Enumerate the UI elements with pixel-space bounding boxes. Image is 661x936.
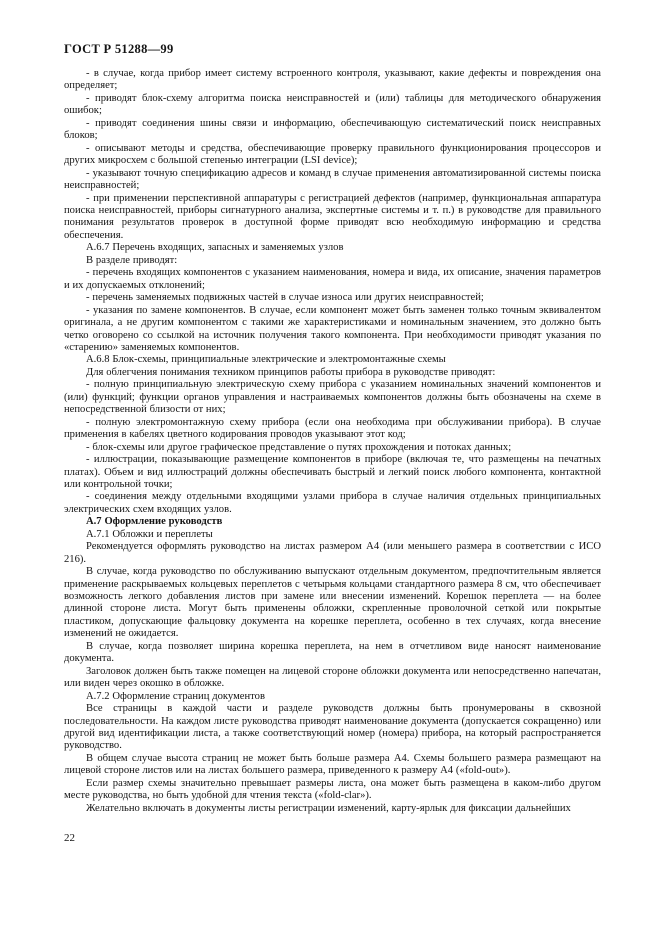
paragraph: В общем случае высота страниц не может быть больше размера А4. Схемы большего размера размещают на лицевой стороне листов или на листах большего размера, приведенного к размеру А4 («fold-out»).	[64, 752, 601, 777]
list-item: - в случае, когда прибор имеет систему встроенного контроля, указывают, какие дефекты и повреждения она определяет;	[64, 68, 601, 92]
section-heading: А.7.2 Оформление страниц документов	[86, 690, 265, 702]
list-item: - иллюстрации, показывающие размещение компонентов в приборе (включая те, что размещены на печатных платах). Объем и вид иллюстраций должны обеспечивать быстрый и легкий поиск любого компонента, контактной или контрольной точки;	[64, 454, 601, 490]
list-item: - при применении перспективной аппаратуры с регистрацией дефектов (например, функциональная аппаратура поиска неисправностей, приборы сигнатурного анализа, экспертные системы и т. п.) в руководстве для правильного понимания результатов проверок в доступной форме приводят всю необходимую информацию и средства обеспечения.	[64, 192, 601, 241]
paragraph: В случае, когда позволяет ширина корешка переплета, на нем в отчетливом виде наносят наименование документа.	[64, 640, 601, 665]
paragraph: В случае, когда руководство по обслуживанию выпускают отдельным документом, предпочтительным является применение раскрываемых кольцевых переплетов с четырьмя кольцами стандартного размера 8 см, что обеспечивает возможность легкого добавления листов при замене или внесении изменений. Корешок переплета — на более длинной стороне листа. Могут быть применены обложки, скрепленные проволочной сеткой или покрытые пластиком, допускающие фальцовку документа на корешке переплета, особенно в тех случаях, когда внесение изменений не ожидается.	[64, 566, 601, 640]
list-item: - указывают точную спецификацию адресов и команд в случае применения автоматизированной системы поиска неисправностей;	[64, 167, 601, 192]
paragraph: Рекомендуется оформлять руководство на листах размером А4 (или меньшего размера в соответствии с ИСО 216).	[64, 541, 601, 565]
list-item: - приводят соединения шины связи и информацию, обеспечивающую систематический поиск неисправных блоков;	[64, 117, 601, 142]
list-item: - блок-схемы или другое графическое представление о путях прохождения и потоках данных;	[86, 441, 512, 453]
paragraph: Желательно включать в документы листы регистрации изменений, карту-ярлык для фиксации дальнейших	[86, 802, 571, 814]
paragraph: В разделе приводят:	[86, 254, 178, 266]
page-number: 22	[64, 832, 75, 844]
list-item: - приводят блок-схему алгоритма поиска неисправностей и (или) таблицы для методического обнаружения ошибок;	[64, 92, 601, 117]
list-item: - перечень входящих компонентов с указанием наименования, номера и вида, их описание, значения параметров и их допускаемых отклонений;	[64, 267, 601, 291]
list-item: - полную принципиальную электрическую схему прибора с указанием номинальных значений компонентов и (или) функций; функции органов управления и настраиваемых компонентов должны быть обозначены на схеме в непосредственной близости от них;	[64, 379, 601, 416]
document-body	[64, 68, 601, 815]
list-item: - указания по замене компонентов. В случае, если компонент может быть заменен только точным эквивалентом оригинала, а не другим компонентом с такими же характеристиками и номинальным значением, это должно быть четко оговорено со ссылкой на источник получения такого компонента. При необходимости приводят указания по «старению» заменяемых компонентов.	[64, 304, 601, 353]
paragraph: Для облегчения понимания техником принципов работы прибора в руководстве приводят:	[86, 366, 496, 378]
list-item: - соединения между отдельными входящими узлами прибора в случае наличия отдельных принципиальных электрических схем входящих узлов.	[64, 491, 601, 515]
section-heading: А.6.7 Перечень входящих, запасных и заменяемых узлов	[86, 242, 344, 254]
list-item: - полную электромонтажную схему прибора (если она необходима при обслуживании прибора). В случае применения в кабелях цветного кодирования проводов указывают этот код;	[64, 416, 601, 441]
section-heading: А.6.8 Блок-схемы, принципиальные электрические и электромонтажные схемы	[86, 354, 446, 366]
list-item: - описывают методы и средства, обеспечивающие проверку правильного функционирования процессоров и других микросхем с большой степенью интеграции (LSI device);	[64, 142, 601, 167]
paragraph: Все страницы в каждой части и разделе руководств должны быть пронумерованы в сквозной последовательности. На каждом листе руководства приводят наименование документа (допускается сокращенно) или другой вид идентификации листа, а также соответствующий номер (номера) прибора, на который распространяется руководство.	[64, 703, 601, 752]
section-heading: А.7.1 Обложки и переплеты	[86, 528, 213, 540]
standard-designation: ГОСТ Р 51288—99	[64, 42, 174, 56]
paragraph: Если размер схемы значительно превышает размеры листа, она может быть размещена в каком-либо другом месте руководства, но быть удобной для чтения текста («fold-clar»).	[64, 777, 601, 802]
list-item: - перечень заменяемых подвижных частей в случае износа или других неисправностей;	[86, 292, 484, 304]
section-heading: А.7 Оформление руководств	[86, 516, 223, 528]
paragraph: Заголовок должен быть также помещен на лицевой стороне обложки документа или непосредственно напечатан, или виден через окошко в обложке.	[64, 665, 601, 690]
